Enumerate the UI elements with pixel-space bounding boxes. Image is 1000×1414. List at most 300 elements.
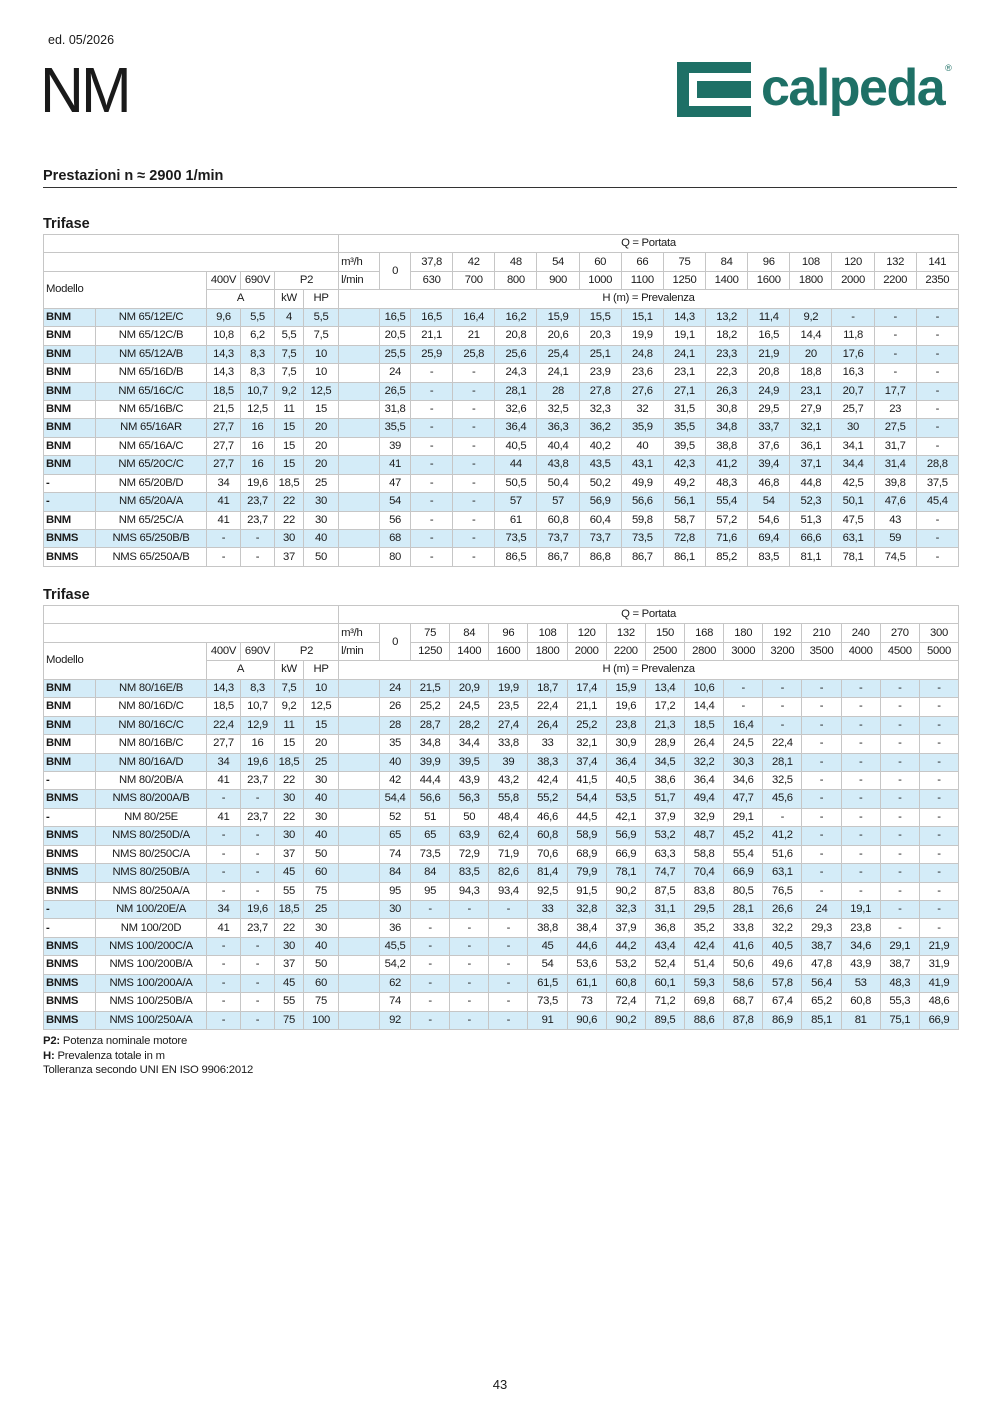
model-cell: NM 100/20E/A xyxy=(96,901,207,919)
value-cell: 41,9 xyxy=(919,974,958,992)
table-row xyxy=(44,511,959,529)
value-cell: 29,1 xyxy=(724,808,763,826)
unit-spacer-cell xyxy=(339,364,380,382)
h-prevalenza-label: H (m) = Prevalenza xyxy=(339,661,959,679)
flow-m3h-value: 240 xyxy=(841,624,880,642)
value-cell: 27,9 xyxy=(790,400,832,418)
table-row xyxy=(44,419,959,437)
value-cell: 40,2 xyxy=(579,437,621,455)
value-cell: 85,2 xyxy=(706,548,748,566)
value-cell: 40 xyxy=(304,827,339,845)
value-cell: 25,8 xyxy=(453,345,495,363)
value-cell: 28 xyxy=(537,382,579,400)
flow-lmin-value: 3200 xyxy=(763,642,802,660)
unit-spacer-cell xyxy=(339,308,380,326)
value-cell: - xyxy=(919,753,958,771)
value-cell: 34 xyxy=(207,901,241,919)
value-cell: - xyxy=(207,1011,241,1029)
model-cell: NMS 65/250B/B xyxy=(96,530,207,548)
value-cell: 60,8 xyxy=(841,993,880,1011)
value-cell: 58,6 xyxy=(724,974,763,992)
value-cell: 18,5 xyxy=(207,382,241,400)
flow-m3h-value: 84 xyxy=(450,624,489,642)
value-cell: 23,7 xyxy=(241,771,275,789)
value-cell: - xyxy=(916,308,958,326)
value-cell: - xyxy=(841,882,880,900)
unit-spacer-cell xyxy=(339,845,380,863)
value-cell: 23,7 xyxy=(241,808,275,826)
value-cell: 23,7 xyxy=(241,493,275,511)
value-cell: 75,1 xyxy=(880,1011,919,1029)
value-cell: 21,9 xyxy=(748,345,790,363)
unit-spacer-cell xyxy=(339,456,380,474)
table-row xyxy=(44,530,959,548)
value-cell: - xyxy=(450,901,489,919)
value-cell: 55,3 xyxy=(880,993,919,1011)
value-cell: - xyxy=(874,364,916,382)
value-cell: - xyxy=(411,548,453,566)
value-cell: 54,2 xyxy=(380,956,411,974)
modello-label: Modello xyxy=(44,642,207,679)
value-cell: 15 xyxy=(275,437,304,455)
series-prefix-cell: BNM xyxy=(44,400,96,418)
value-cell: 49,6 xyxy=(763,956,802,974)
value-cell: 12,5 xyxy=(304,698,339,716)
value-cell: 47,5 xyxy=(832,511,874,529)
model-cell: NM 65/20C/C xyxy=(96,456,207,474)
value-cell: 22 xyxy=(275,511,304,529)
flow-m3h-value: 60 xyxy=(579,253,621,271)
value-cell: 34,6 xyxy=(841,937,880,955)
value-cell: - xyxy=(411,993,450,1011)
title-divider xyxy=(43,187,957,188)
value-cell: 10,7 xyxy=(241,382,275,400)
header-row-q xyxy=(44,235,959,253)
value-cell: 26,6 xyxy=(763,901,802,919)
value-cell: 27,8 xyxy=(579,382,621,400)
value-cell: - xyxy=(916,400,958,418)
value-cell: 72,8 xyxy=(663,530,705,548)
series-prefix-cell: BNM xyxy=(44,327,96,345)
value-cell: - xyxy=(411,419,453,437)
flow-m3h-value: 108 xyxy=(528,624,567,642)
series-prefix-cell: - xyxy=(44,474,96,492)
value-cell: 37 xyxy=(275,956,304,974)
value-cell: 5,5 xyxy=(275,327,304,345)
flow-lmin-value: 5000 xyxy=(919,642,958,660)
voltage-690-label: 690V xyxy=(241,271,275,289)
unit-m3h-label: m³/h xyxy=(339,253,380,271)
value-cell: 40 xyxy=(304,790,339,808)
value-cell: 41 xyxy=(207,919,241,937)
value-cell: 13,4 xyxy=(645,679,684,697)
performance-table-2 xyxy=(43,605,959,1030)
value-cell: 20,6 xyxy=(537,327,579,345)
value-cell: - xyxy=(207,530,241,548)
value-cell: - xyxy=(411,956,450,974)
value-cell: - xyxy=(841,679,880,697)
value-cell: - xyxy=(919,771,958,789)
value-cell: - xyxy=(453,419,495,437)
value-cell: 38,8 xyxy=(706,437,748,455)
value-cell: - xyxy=(919,698,958,716)
value-cell: 19,9 xyxy=(489,679,528,697)
value-cell: - xyxy=(916,437,958,455)
value-cell: - xyxy=(880,771,919,789)
value-cell: 16 xyxy=(241,419,275,437)
value-cell: 68 xyxy=(380,530,411,548)
value-cell: 88,6 xyxy=(685,1011,724,1029)
value-cell: 53,6 xyxy=(567,956,606,974)
series-prefix-cell: BNMS xyxy=(44,548,96,566)
value-cell: 71,2 xyxy=(645,993,684,1011)
unit-spacer-cell xyxy=(339,382,380,400)
table-row xyxy=(44,974,959,992)
value-cell: - xyxy=(489,901,528,919)
series-prefix-cell: - xyxy=(44,808,96,826)
value-cell: 41,6 xyxy=(724,937,763,955)
value-cell: 39,9 xyxy=(411,753,450,771)
value-cell: 85,1 xyxy=(802,1011,841,1029)
footnote-line xyxy=(43,1049,253,1064)
value-cell: 29,5 xyxy=(685,901,724,919)
value-cell: - xyxy=(411,400,453,418)
model-cell: NM 80/16C/C xyxy=(96,716,207,734)
value-cell: 40 xyxy=(621,437,663,455)
value-cell: 47,7 xyxy=(724,790,763,808)
value-cell: 87,5 xyxy=(645,882,684,900)
series-prefix-cell: BNM xyxy=(44,753,96,771)
value-cell: 61,1 xyxy=(567,974,606,992)
performance-title: Prestazioni n ≈ 2900 1/min xyxy=(43,168,224,184)
value-cell: 62,4 xyxy=(489,827,528,845)
value-cell: 59,8 xyxy=(621,511,663,529)
value-cell: - xyxy=(241,548,275,566)
value-cell: 23,7 xyxy=(241,511,275,529)
value-cell: - xyxy=(411,456,453,474)
value-cell: 60,8 xyxy=(528,827,567,845)
series-prefix-cell: BNM xyxy=(44,382,96,400)
flow-m3h-value: 96 xyxy=(748,253,790,271)
value-cell: 92,5 xyxy=(528,882,567,900)
value-cell: 30 xyxy=(304,771,339,789)
value-cell: 53,2 xyxy=(606,956,645,974)
value-cell: 43,1 xyxy=(621,456,663,474)
value-cell: 58,9 xyxy=(567,827,606,845)
value-cell: 24,5 xyxy=(450,698,489,716)
value-cell: 20 xyxy=(304,437,339,455)
value-cell: 48,3 xyxy=(880,974,919,992)
value-cell: 18,2 xyxy=(706,327,748,345)
value-cell: - xyxy=(802,790,841,808)
value-cell: 17,2 xyxy=(645,698,684,716)
value-cell: 53,2 xyxy=(645,827,684,845)
value-cell: - xyxy=(880,919,919,937)
value-cell: - xyxy=(880,864,919,882)
value-cell: 90,2 xyxy=(606,882,645,900)
value-cell: 22,4 xyxy=(763,735,802,753)
series-prefix-cell: BNMS xyxy=(44,937,96,955)
value-cell: 91,5 xyxy=(567,882,606,900)
hp-unit-label: HP xyxy=(304,661,339,679)
unit-spacer-cell xyxy=(339,1011,380,1029)
value-cell: 16,5 xyxy=(380,308,411,326)
value-cell: - xyxy=(880,808,919,826)
flow-m3h-value: 120 xyxy=(567,624,606,642)
value-cell: 25,6 xyxy=(495,345,537,363)
value-cell: - xyxy=(802,698,841,716)
value-cell: 18,5 xyxy=(275,474,304,492)
value-cell: 14,3 xyxy=(663,308,705,326)
unit-spacer-cell xyxy=(339,901,380,919)
value-cell: 56,6 xyxy=(411,790,450,808)
value-cell: 41 xyxy=(207,493,241,511)
value-cell: 51,6 xyxy=(763,845,802,863)
value-cell: 48,6 xyxy=(919,993,958,1011)
value-cell: 24,1 xyxy=(537,364,579,382)
value-cell: 11 xyxy=(275,400,304,418)
value-cell: 37,6 xyxy=(748,437,790,455)
value-cell: 30 xyxy=(380,901,411,919)
header-blank xyxy=(44,624,339,642)
value-cell: 56,6 xyxy=(621,493,663,511)
value-cell: 47 xyxy=(380,474,411,492)
value-cell: 52 xyxy=(380,808,411,826)
value-cell: 14,3 xyxy=(207,364,241,382)
value-cell: - xyxy=(880,753,919,771)
flow-lmin-value: 1250 xyxy=(663,271,705,289)
value-cell: 70,4 xyxy=(685,864,724,882)
value-cell: 32,3 xyxy=(579,400,621,418)
flow-lmin-value: 1250 xyxy=(411,642,450,660)
value-cell: 86,1 xyxy=(663,548,705,566)
value-cell: - xyxy=(802,771,841,789)
value-cell: 56,1 xyxy=(663,493,705,511)
value-cell: 25,7 xyxy=(832,400,874,418)
table-row xyxy=(44,937,959,955)
table-row xyxy=(44,437,959,455)
value-cell: 28,9 xyxy=(645,735,684,753)
value-cell: 15,9 xyxy=(606,679,645,697)
value-cell: 42,1 xyxy=(606,808,645,826)
value-cell: 10 xyxy=(304,679,339,697)
value-cell: 30 xyxy=(304,919,339,937)
value-cell: 92 xyxy=(380,1011,411,1029)
value-cell: 45,4 xyxy=(916,493,958,511)
value-cell: 54,4 xyxy=(380,790,411,808)
flow-m3h-value: 150 xyxy=(645,624,684,642)
value-cell: 49,9 xyxy=(621,474,663,492)
value-cell: 22 xyxy=(275,771,304,789)
value-cell: 54 xyxy=(380,493,411,511)
value-cell: 27,4 xyxy=(489,716,528,734)
value-cell: 51 xyxy=(411,808,450,826)
series-prefix-cell: BNMS xyxy=(44,1011,96,1029)
model-cell: NM 65/16D/B xyxy=(96,364,207,382)
value-cell: 41 xyxy=(207,771,241,789)
h-prevalenza-label: H (m) = Prevalenza xyxy=(339,290,959,308)
value-cell: 37,9 xyxy=(645,808,684,826)
value-cell: 67,4 xyxy=(763,993,802,1011)
value-cell: 93,4 xyxy=(489,882,528,900)
value-cell: - xyxy=(874,327,916,345)
value-cell: 55 xyxy=(275,882,304,900)
flow-m3h-value: 96 xyxy=(489,624,528,642)
value-cell: - xyxy=(841,771,880,789)
value-cell: 31,1 xyxy=(645,901,684,919)
value-cell: - xyxy=(919,808,958,826)
flow-lmin-value: 630 xyxy=(411,271,453,289)
value-cell: 15 xyxy=(275,735,304,753)
value-cell: 65 xyxy=(411,827,450,845)
value-cell: - xyxy=(916,382,958,400)
value-cell: 23,6 xyxy=(621,364,663,382)
value-cell: - xyxy=(841,845,880,863)
value-cell: 41,5 xyxy=(567,771,606,789)
voltage-400-label: 400V xyxy=(207,271,241,289)
value-cell: - xyxy=(802,882,841,900)
value-cell: 24 xyxy=(380,364,411,382)
value-cell: - xyxy=(450,993,489,1011)
value-cell: 20,8 xyxy=(495,327,537,345)
value-cell: 20,9 xyxy=(450,679,489,697)
value-cell: 32,2 xyxy=(763,919,802,937)
value-cell: 51,4 xyxy=(685,956,724,974)
value-cell: 30 xyxy=(304,808,339,826)
value-cell: 56,9 xyxy=(579,493,621,511)
value-cell: 38,6 xyxy=(645,771,684,789)
series-prefix-cell: - xyxy=(44,919,96,937)
value-cell: 19,1 xyxy=(841,901,880,919)
value-cell: 24,1 xyxy=(663,345,705,363)
value-cell: - xyxy=(450,974,489,992)
value-cell: 40,5 xyxy=(495,437,537,455)
value-cell: 61,5 xyxy=(528,974,567,992)
value-cell: 36,4 xyxy=(495,419,537,437)
value-cell: 18,8 xyxy=(790,364,832,382)
model-cell: NMS 100/250A/A xyxy=(96,1011,207,1029)
unit-spacer-cell xyxy=(339,493,380,511)
unit-spacer-cell xyxy=(339,919,380,937)
table-row xyxy=(44,400,959,418)
table-row xyxy=(44,308,959,326)
value-cell: 41 xyxy=(207,511,241,529)
flow-m3h-value: 210 xyxy=(802,624,841,642)
value-cell: 63,1 xyxy=(763,864,802,882)
value-cell: 38,4 xyxy=(567,919,606,937)
value-cell: 74,7 xyxy=(645,864,684,882)
flow-lmin-value: 3500 xyxy=(802,642,841,660)
value-cell: 24 xyxy=(802,901,841,919)
calpeda-logo xyxy=(677,58,952,117)
value-cell: 24,3 xyxy=(495,364,537,382)
table-row xyxy=(44,845,959,863)
value-cell: - xyxy=(880,679,919,697)
value-cell: - xyxy=(411,974,450,992)
value-cell: - xyxy=(919,901,958,919)
voltage-400-label: 400V xyxy=(207,642,241,660)
value-cell: 38,7 xyxy=(880,956,919,974)
value-cell: 31,7 xyxy=(874,437,916,455)
value-cell: 78,1 xyxy=(832,548,874,566)
table-row xyxy=(44,382,959,400)
table-row xyxy=(44,882,959,900)
q-portata-label: Q = Portata xyxy=(339,235,959,253)
value-cell: 63,9 xyxy=(450,827,489,845)
value-cell: 10 xyxy=(304,345,339,363)
value-cell: 18,5 xyxy=(685,716,724,734)
model-cell: NM 65/16C/C xyxy=(96,382,207,400)
flow-m3h-value: 108 xyxy=(790,253,832,271)
unit-spacer-cell xyxy=(339,735,380,753)
model-cell: NM 80/16B/C xyxy=(96,735,207,753)
kw-unit-label: kW xyxy=(275,290,304,308)
value-cell: 28 xyxy=(380,716,411,734)
value-cell: 71,6 xyxy=(706,530,748,548)
value-cell: 40,4 xyxy=(537,437,579,455)
value-cell: - xyxy=(207,956,241,974)
value-cell: - xyxy=(724,679,763,697)
series-prefix-cell: BNMS xyxy=(44,530,96,548)
header-row-m3h xyxy=(44,624,959,642)
value-cell: 33,7 xyxy=(748,419,790,437)
value-cell: 48,4 xyxy=(489,808,528,826)
value-cell: 45 xyxy=(528,937,567,955)
value-cell: 20,5 xyxy=(380,327,411,345)
value-cell: 49,4 xyxy=(685,790,724,808)
value-cell: 39 xyxy=(489,753,528,771)
value-cell: 25 xyxy=(304,901,339,919)
value-cell: - xyxy=(916,530,958,548)
model-cell: NM 80/20B/A xyxy=(96,771,207,789)
value-cell: 43,8 xyxy=(537,456,579,474)
model-cell: NM 80/16D/C xyxy=(96,698,207,716)
footnote-line xyxy=(43,1034,253,1049)
value-cell: 89,5 xyxy=(645,1011,684,1029)
value-cell: 29,1 xyxy=(880,937,919,955)
value-cell: - xyxy=(880,790,919,808)
value-cell: 73,7 xyxy=(579,530,621,548)
value-cell: - xyxy=(207,790,241,808)
unit-spacer-cell xyxy=(339,437,380,455)
value-cell: 69,4 xyxy=(748,530,790,548)
table-row xyxy=(44,679,959,697)
unit-spacer-cell xyxy=(339,474,380,492)
table-row xyxy=(44,456,959,474)
value-cell: 70,6 xyxy=(528,845,567,863)
value-cell: 32 xyxy=(621,400,663,418)
value-cell: 26,4 xyxy=(685,735,724,753)
flow-lmin-value: 1800 xyxy=(528,642,567,660)
kw-unit-label: kW xyxy=(275,661,304,679)
value-cell: 45,6 xyxy=(763,790,802,808)
model-cell: NMS 100/250B/A xyxy=(96,993,207,1011)
flow-lmin-value: 700 xyxy=(453,271,495,289)
value-cell: - xyxy=(489,1011,528,1029)
value-cell: 41 xyxy=(380,456,411,474)
value-cell: - xyxy=(880,827,919,845)
unit-spacer-cell xyxy=(339,511,380,529)
series-prefix-cell: BNM xyxy=(44,308,96,326)
value-cell: 81,1 xyxy=(790,548,832,566)
value-cell: - xyxy=(802,845,841,863)
model-cell: NM 65/16B/C xyxy=(96,400,207,418)
value-cell: - xyxy=(880,735,919,753)
value-cell: 30,9 xyxy=(606,735,645,753)
value-cell: 73,5 xyxy=(621,530,663,548)
value-cell: - xyxy=(453,511,495,529)
value-cell: 19,1 xyxy=(663,327,705,345)
